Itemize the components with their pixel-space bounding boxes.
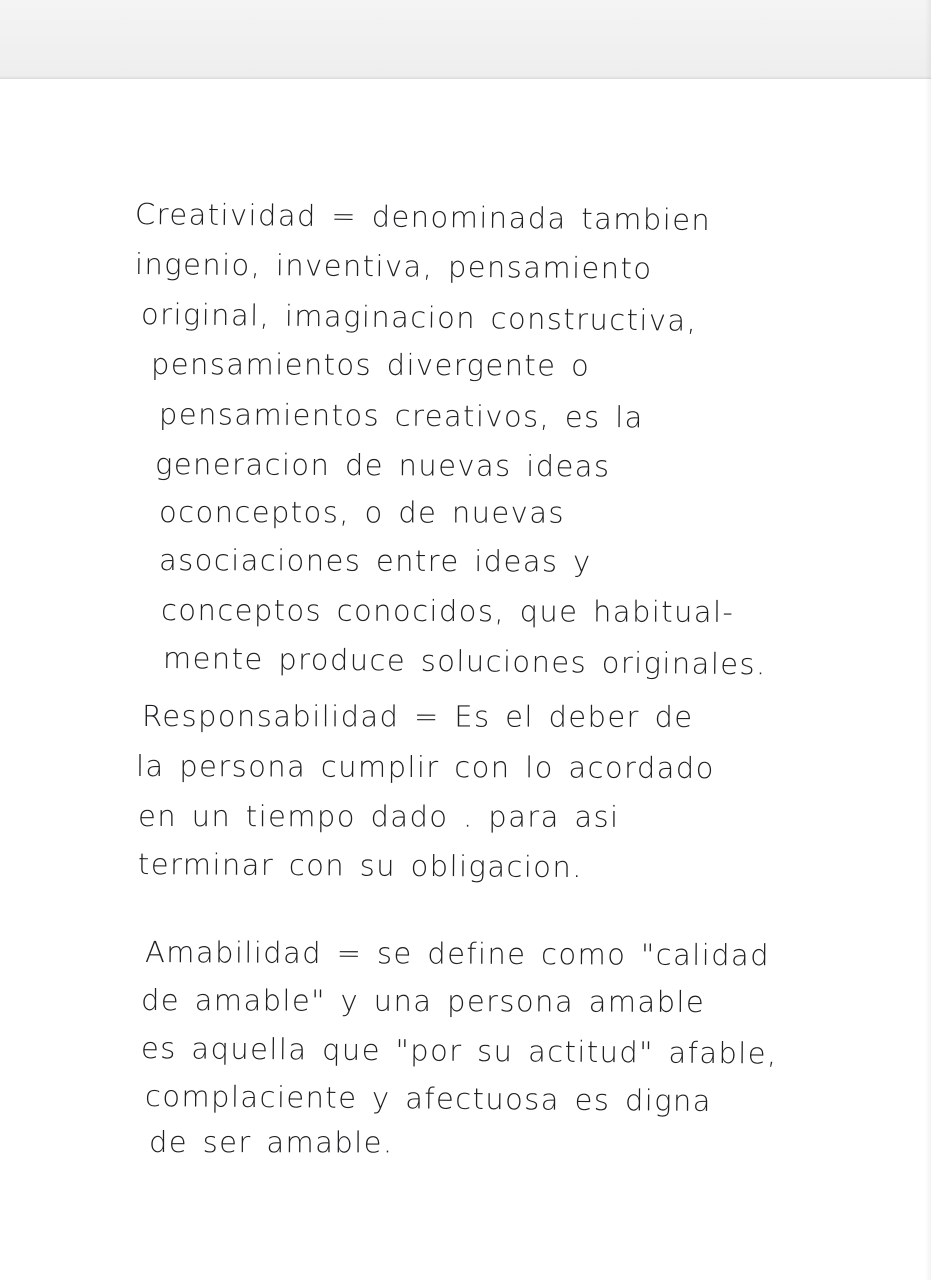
text-line: Creatividad = denominada tambien <box>134 197 712 238</box>
text-line: oconceptos, o de nuevas <box>158 495 565 530</box>
text-line: ingenio, inventiva, pensamiento <box>134 247 653 286</box>
text-line: asociaciones entre ideas y <box>158 543 592 579</box>
text-line: pensamientos creativos, es la <box>158 397 644 435</box>
text-line: de ser amable. <box>148 1125 394 1160</box>
text-line: Responsabilidad = Es el deber de <box>141 699 694 734</box>
text-line: en un tiempo dado . para asi <box>137 799 620 834</box>
text-line: original, imaginacion constructiva, <box>140 297 698 338</box>
text-line: la persona cumplir con lo acordado <box>135 749 715 786</box>
page-edge-shadow <box>925 0 931 1280</box>
text-line: pensamientos divergente o <box>150 347 591 383</box>
scanner-background <box>0 0 931 78</box>
text-line: es aquella que "por su actitud" afable, <box>140 1031 778 1071</box>
text-line: de amable" y una persona amable <box>140 983 706 1019</box>
text-line: Amabilidad = se define como "calidad <box>144 935 771 973</box>
text-line: conceptos conocidos, que habitual- <box>160 593 735 630</box>
text-line: generacion de nuevas ideas <box>154 447 611 484</box>
text-line: complaciente y afectuosa es digna <box>144 1079 713 1118</box>
handwritten-page <box>0 78 931 1281</box>
text-line: mente produce soluciones originales. <box>162 641 767 682</box>
text-line: terminar con su obligacion. <box>137 847 583 885</box>
